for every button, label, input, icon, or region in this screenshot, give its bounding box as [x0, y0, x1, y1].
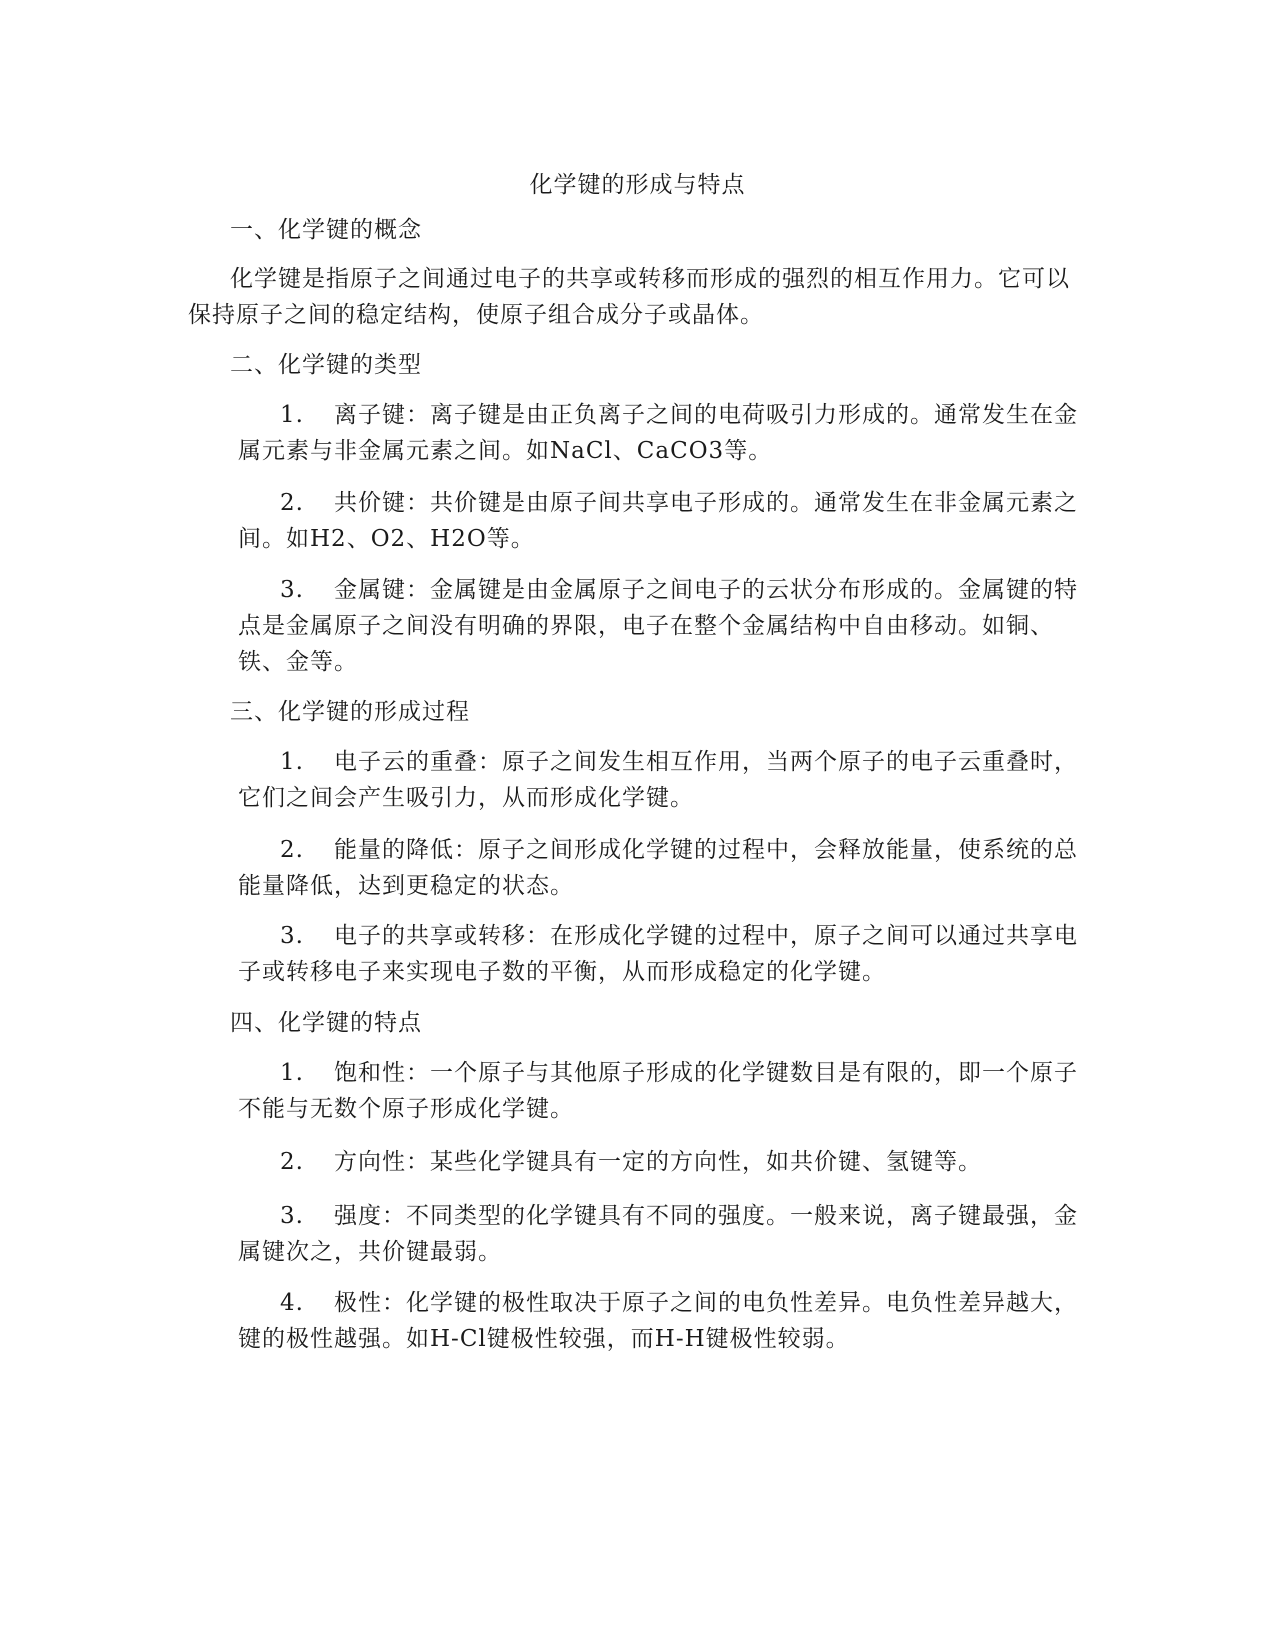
list-item-text: 共价键：共价键是由原子间共享电子形成的。通常发生在非金属元素之间。如H2、O2、H2O等。	[238, 490, 1078, 552]
list-item	[238, 1055, 1088, 1127]
list-item-text: 电子云的重叠：原子之间发生相互作用，当两个原子的电子云重叠时，它们之间会产生吸引力，从而形成化学键。	[238, 749, 1078, 811]
list-item-number: 3.	[280, 923, 304, 949]
list-item-number: 3.	[280, 1203, 304, 1229]
section-heading-concept: 一、化学键的概念	[230, 217, 422, 243]
section-paragraph-concept: 化学键是指原子之间通过电子的共享或转移而形成的强烈的相互作用力。它可以保持原子之间的稳定结构，使原子组合成分子或晶体。	[188, 266, 1070, 328]
list-item-text: 离子键：离子键是由正负离子之间的电荷吸引力形成的。通常发生在金属元素与非金属元素之间。如NaCl、CaCO3等。	[238, 402, 1078, 464]
list-item-number: 1.	[280, 749, 304, 775]
list-item-text: 方向性：某些化学键具有一定的方向性，如共价键、氢键等。	[334, 1149, 982, 1175]
list-item-text: 强度：不同类型的化学键具有不同的强度。一般来说，离子键最强，金属键次之，共价键最弱。	[238, 1203, 1078, 1265]
list-item	[238, 572, 1088, 680]
list-item-text: 电子的共享或转移：在形成化学键的过程中，原子之间可以通过共享电子或转移电子来实现电子数的平衡，从而形成稳定的化学键。	[238, 923, 1078, 985]
list-item-text: 极性：化学键的极性取决于原子之间的电负性差异。电负性差异越大，键的极性越强。如H-Cl键极性较强，而H-H键极性较弱。	[238, 1290, 1078, 1352]
list-item-number: 2.	[280, 837, 304, 863]
list-item	[238, 744, 1088, 816]
list-item-number: 1.	[280, 1060, 304, 1086]
list-item-number: 1.	[280, 402, 304, 428]
list-item-number: 2.	[280, 490, 304, 516]
list-item-text: 能量的降低：原子之间形成化学键的过程中，会释放能量，使系统的总能量降低，达到更稳定的状态。	[238, 837, 1078, 899]
section-heading-formation: 三、化学键的形成过程	[230, 699, 470, 725]
list-item-text: 饱和性：一个原子与其他原子形成的化学键数目是有限的，即一个原子不能与无数个原子形成化学键。	[238, 1060, 1078, 1122]
list-item	[238, 485, 1088, 557]
document-title: 化学键的形成与特点	[529, 172, 746, 198]
list-item-number: 4.	[280, 1290, 304, 1316]
list-item	[238, 1198, 1088, 1270]
list-item-number: 2.	[280, 1149, 304, 1175]
list-item	[238, 1285, 1088, 1357]
list-item	[238, 1144, 1088, 1180]
list-item-text: 金属键：金属键是由金属原子之间电子的云状分布形成的。金属键的特点是金属原子之间没有明确的界限，电子在整个金属结构中自由移动。如铜、铁、金等。	[238, 577, 1078, 675]
list-item	[238, 832, 1088, 904]
list-item	[238, 397, 1088, 469]
section-heading-types: 二、化学键的类型	[230, 352, 422, 378]
list-item	[238, 918, 1088, 990]
list-item-number: 3.	[280, 577, 304, 603]
section-heading-features: 四、化学键的特点	[230, 1010, 422, 1036]
